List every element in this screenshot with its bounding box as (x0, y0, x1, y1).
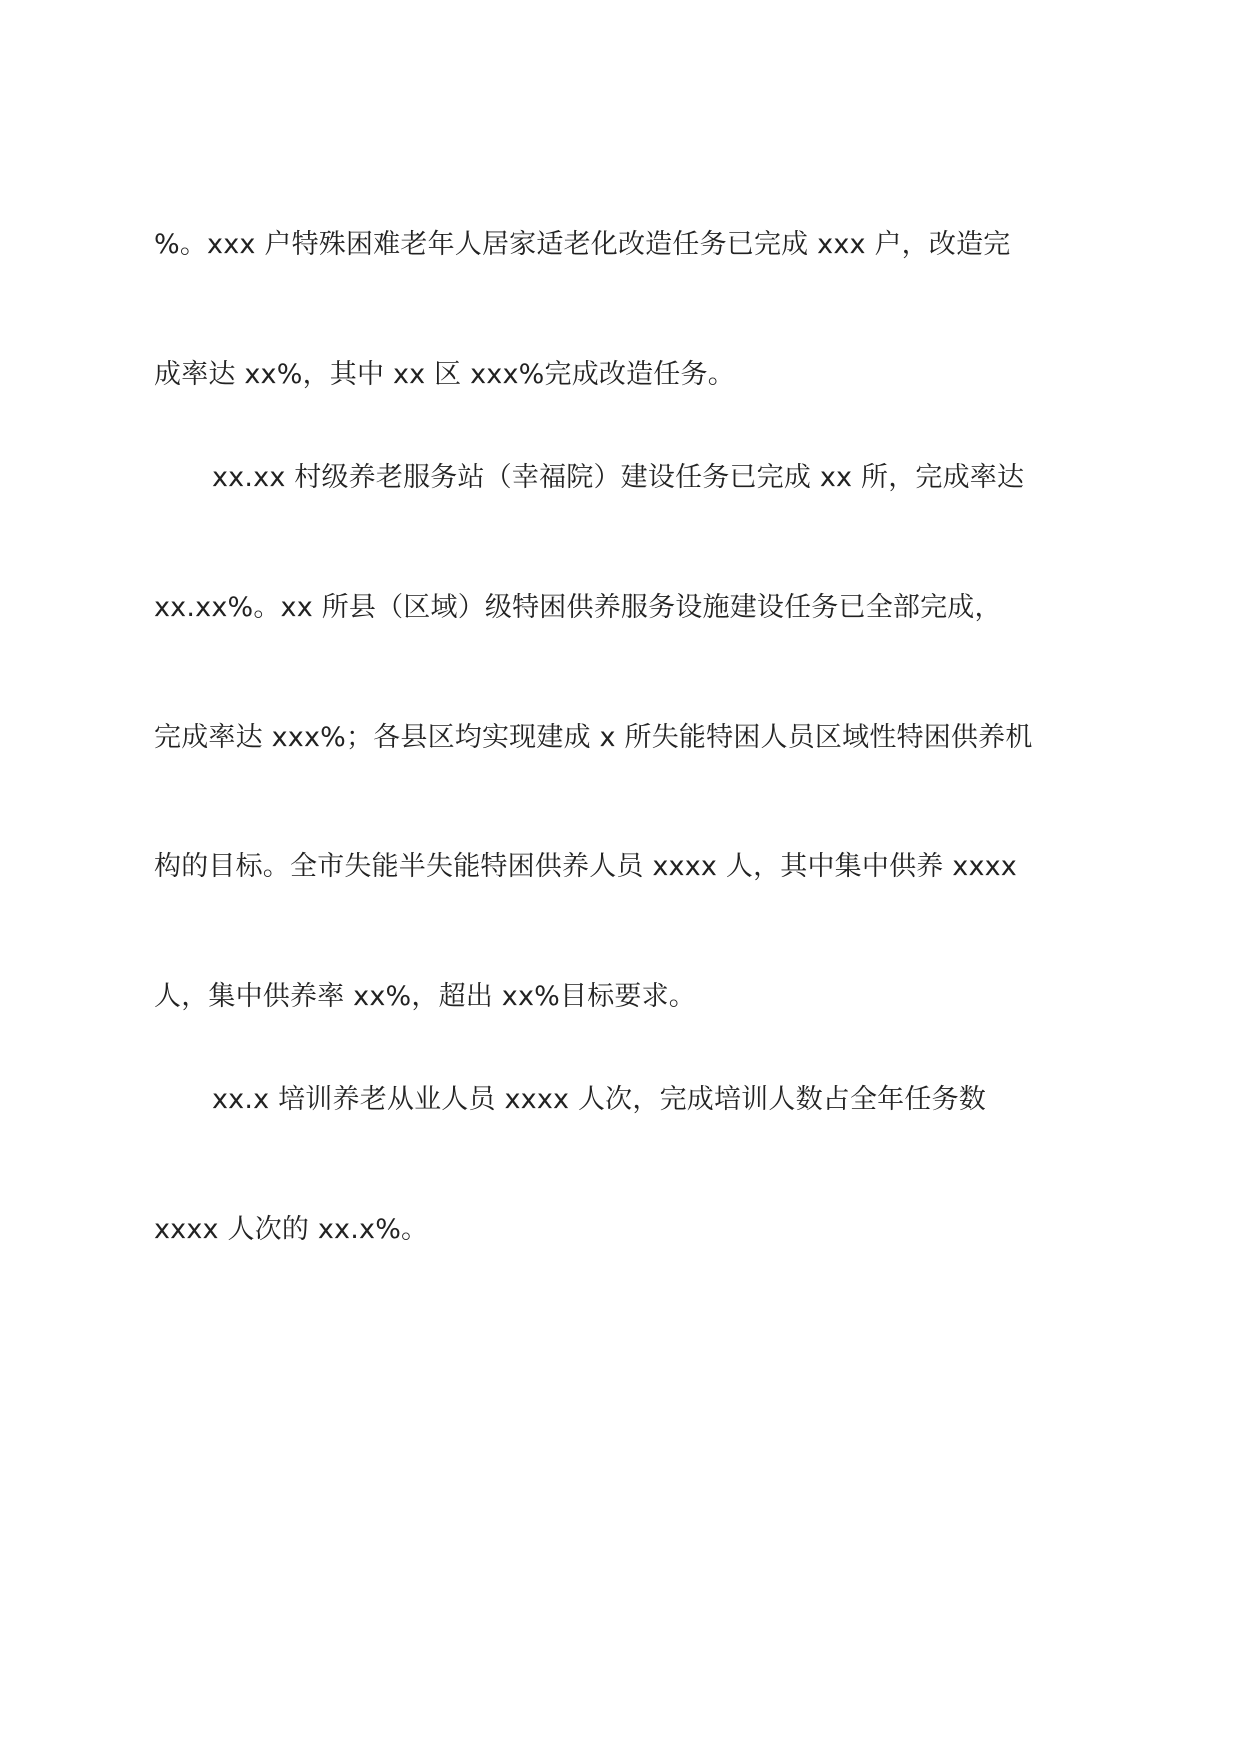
text-line-4: xx.xx%。xx 所县（区域）级特困供养服务设施建设任务已全部完成， (154, 592, 1002, 623)
text-line-3: xx.xx 村级养老服务站（幸福院）建设任务已完成 xx 所，完成率达 (212, 462, 1025, 493)
text-line-8: xx.x 培训养老从业人员 xxxx 人次，完成培训人数占全年任务数 (212, 1084, 986, 1115)
text-line-9: xxxx 人次的 xx.x%。 (154, 1214, 429, 1245)
text-line-5: 完成率达 xxx%；各县区均实现建成 x 所失能特困人员区域性特困供养机 (154, 722, 1033, 753)
text-line-7: 人，集中供养率 xx%，超出 xx%目标要求。 (154, 981, 696, 1012)
text-line-6: 构的目标。全市失能半失能特困供养人员 xxxx 人，其中集中供养 xxxx (154, 851, 1017, 882)
text-line-1: %。xxx 户特殊困难老年人居家适老化改造任务已完成 xxx 户，改造完 (154, 229, 1011, 260)
text-line-2: 成率达 xx%，其中 xx 区 xxx%完成改造任务。 (154, 359, 735, 390)
